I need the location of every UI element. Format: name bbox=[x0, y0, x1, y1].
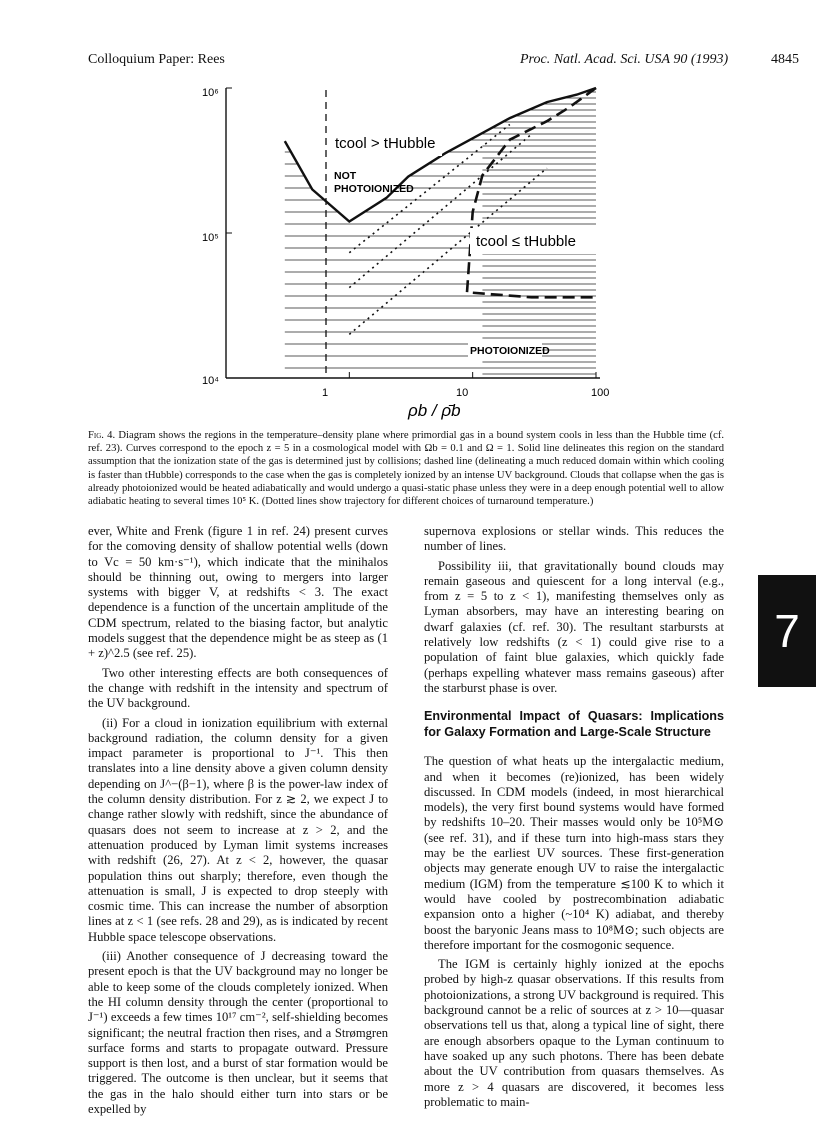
caption-label: Fig. 4. bbox=[88, 430, 116, 441]
section-heading: Environmental Impact of Quasars: Implications for Galaxy Formation and Large-Scale Structure bbox=[424, 709, 724, 740]
curves bbox=[285, 88, 596, 334]
section-tab: 7 bbox=[758, 575, 816, 687]
paragraph: The question of what heats up the intergalactic medium, and when it becomes (re)ionized, has been widely discussed. In CDM models (indeed, in most hierarchical models), the very first bound systems would have formed by redshifts 10–20. Their masses would only be 10⁵M⊙ (see ref. 31), and if these turn into high-mass stars they may be the earliest UV sources. These first-generation objects may generate enough UV to raise the intergalactic medium (IGM) from the temperature ≲100 K to which it would have cooled by postrecombination adiabatic expansion onto a higher (~10⁴ K) adiabat, and thereby boost the baryonic Jeans mass to 10⁸M⊙; such objects are therefore important for the cosmogonic sequence. bbox=[424, 754, 724, 952]
paragraph: The IGM is certainly highly ionized at the epochs probed by high-z quasar observations. If this results from photoionizations, a strong UV background is required. This background cannot be a relic of sources at z > 10—quasar observations tell us that, along a typical line of sight, there are enough absorbers opaque to the Lyman continuum to have soaked up any such photons. There has been debate about the UV contribution from quasars themselves. As more z > 4 quasars are discovered, it becomes less problematic to main- bbox=[424, 957, 724, 1109]
y-tick-label: 10⁵ bbox=[202, 232, 219, 244]
x-tick-label: 100 bbox=[591, 387, 610, 399]
paragraph: (iii) Another consequence of J decreasing toward the present epoch is that the UV background may no longer be able to keep some of the clouds completely ionized. When the HI column density through the center (proportional to J⁻¹) exceeds a few times 10¹⁷ cm⁻², self-shielding becomes significant; the neutral fraction then rises, and a Strømgren surface forms and starts to propagate outward. Pressure support is then lost, and a burst of star formation would be triggered. The outcome is then unclear, but it seems that the gas in the halo should either turn into stars or be expelled by bbox=[88, 949, 388, 1116]
y-tick-label: 10⁴ bbox=[202, 375, 219, 387]
region-label-not: NOT bbox=[334, 170, 357, 182]
caption-text: Diagram shows the regions in the temperature–density plane where primordial gas in a bound system cools in less than the Hubble time (cf. ref. 23). Curves correspond to the epoch z = 5 in a cosmological model with Ωb = 0.1 and Ω = 1. Solid line delineates this region on the standard assumption that the ionization state of the gas is determined just by collisions; dashed line (delineating a much reduced domain within which cooling is faster than tHubble) corresponds to the case when the gas is completely ionized by an intense UV background. Clouds that collapse when the gas is already photoionized would be heated adiabatically and would undergo a quasi-static phase unless they were in a deep enough potential well to allow adiabatic heating to several times 10⁵ K. (Dotted lines show trajectory for different choices of turnaround temperature.) bbox=[88, 430, 724, 508]
x-axis-label: ρb / ρ̄b bbox=[408, 401, 461, 420]
paragraph: (ii) For a cloud in ionization equilibrium with external background radiation, the column density for a given impact parameter is proportional to J⁻¹. This then translates into a line density above a given column density depending on J^−(β−1), where β is the power-law index of the column density distribution. For z ≳ 2, we expect J to change rather slowly with redshift, since the abundance of quasars does not seem to increase at z > 2, and the attenuation produced by Lyman limit systems increases with redshift (26, 27). At z < 2, however, the quasar population thins out sharply; therefore, even though the attenuation is small, J is expected to drop steeply with cosmic time. This can increase the number of absorption lines at z < 1 (see refs. 28 and 29), as is indicated by recent Hubble space telescope observations. bbox=[88, 715, 388, 944]
running-header: Colloquium Paper: Rees bbox=[88, 52, 225, 67]
region-label-tcool-le: tcool ≤ tHubble bbox=[476, 233, 576, 250]
figure-caption bbox=[88, 429, 724, 508]
paragraph: Possibility iii, that gravitationally bound clouds may remain gaseous and quiescent for a long interval (e.g., from z = 5 to z < 1), manifesting themselves only as Lyman absorbers, may have an interesting bearing on dwarf galaxies (cf. ref. 30). The resultant starbursts at relatively low redshifts (z < 1) could give rise to a population of faint blue galaxies, which quickly fade (perhaps expelling whatever mass remains gaseous) after the starburst phase is over. bbox=[424, 558, 724, 695]
left-column bbox=[88, 524, 388, 1121]
paragraph: supernova explosions or stellar winds. This reduces the number of lines. bbox=[424, 524, 724, 554]
temperature-density-diagram bbox=[150, 78, 670, 423]
x-tick-label: 1 bbox=[322, 387, 329, 399]
region-label-photoionized-upper: PHOTOIONIZED bbox=[334, 183, 414, 195]
page-number: 4845 bbox=[771, 52, 799, 67]
paragraph: ever, White and Frenk (figure 1 in ref. 24) present curves for the comoving density of shallow potential wells (down to Vc = 50 km·s⁻¹), which indicate that the minihalos should be thinning out, owing to mergers into larger systems with bigger V, at redshifts < 3. The exact dependence is a function of the uncertain amplitude of the CDM spectrum, related to the biasing factor, but analytic models suggest that the dependence might be as steep as (1 + z)^2.5 (see ref. 25). bbox=[88, 524, 388, 661]
right-column bbox=[424, 524, 724, 1114]
x-tick-label: 10 bbox=[456, 387, 469, 399]
paragraph: Two other interesting effects are both consequences of the change with redshift in the intensity and spectrum of the UV background. bbox=[88, 665, 388, 711]
journal-citation: Proc. Natl. Acad. Sci. USA 90 (1993) bbox=[520, 52, 729, 67]
region-label-tcool-gt: tcool > tHubble bbox=[335, 135, 436, 152]
region-label-photoionized-lower: PHOTOIONIZED bbox=[470, 345, 550, 357]
y-tick-label: 10⁶ bbox=[202, 87, 219, 99]
